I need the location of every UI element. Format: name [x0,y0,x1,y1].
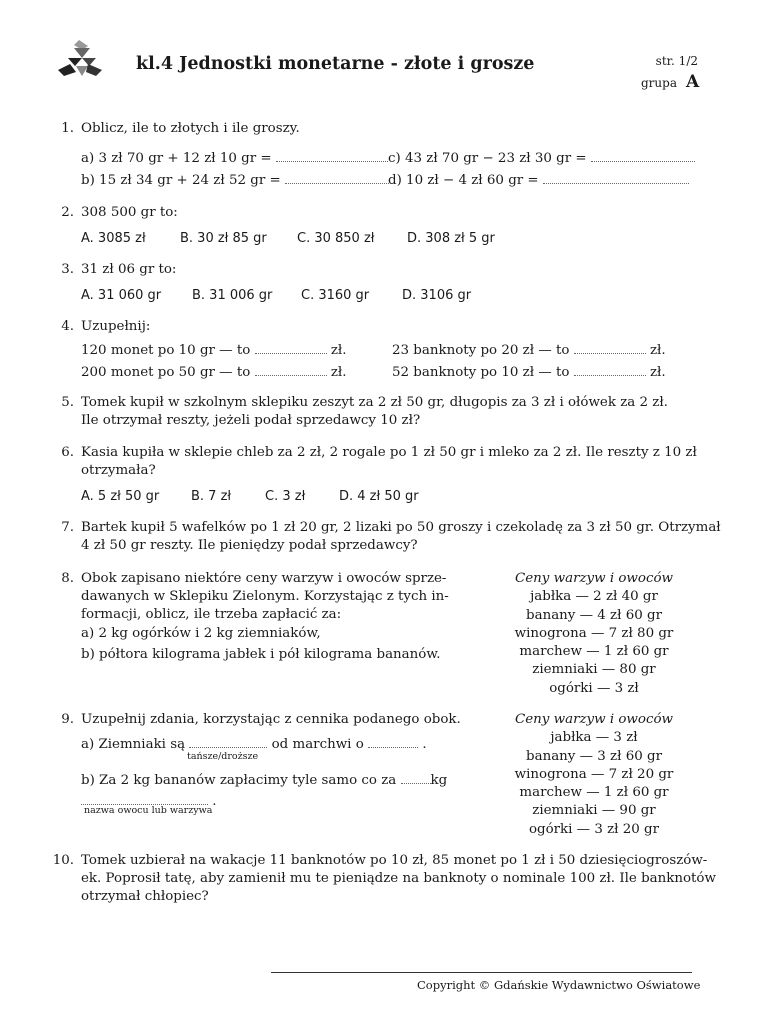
price-item: winogrona — 7 zł 80 gr [514,625,674,641]
option-a[interactable]: A. 31 060 gr [81,288,162,303]
q8-number: 8. [61,571,74,586]
q4-text: Uzupełnij: [81,319,151,334]
answer-blank[interactable] [189,735,267,748]
q1-item-c: c) 43 zł 70 gr − 23 zł 30 gr = [388,149,695,166]
price-item: ziemniaki — 90 gr [532,803,656,819]
answer-blank[interactable] [401,771,431,784]
q9-text: Uzupełnij zdania, korzystając z cennika podanego obok. [81,712,461,727]
group-letter: A [686,72,700,92]
price-list-title: Ceny warzyw i owoców [515,712,673,727]
q2-text: 308 500 gr to: [81,205,178,220]
q2-options [81,231,495,246]
q9-item-b: b) Za 2 kg bananów zapłacimy tyle samo co za kg [81,773,448,788]
option-d[interactable]: D. 4 zł 50 gr [339,489,419,504]
option-c[interactable]: C. 3 zł [265,489,306,504]
price-item: winogrona — 7 zł 20 gr [514,766,674,782]
q1-text: Oblicz, ile to złotych i ile groszy. [81,121,300,136]
footer-divider [271,972,692,973]
option-b[interactable]: B. 31 006 gr [192,288,273,303]
publisher-logo-icon [56,40,106,80]
q4-row-1-left: 120 monet po 10 gr — to zł. [81,343,347,358]
q4-number: 4. [61,319,74,334]
q8-price-list [504,570,684,698]
answer-blank[interactable] [255,363,327,376]
q1-item-b: b) 15 zł 34 gr + 24 zł 52 gr = [81,171,389,188]
q9-hint-b: nazwa owocu lub warzywa [84,805,213,816]
q9-price-list [504,711,684,839]
page-number: str. 1/2 [655,54,698,68]
page-title: kl.4 Jednostki monetarne - złote i grosze [136,54,535,74]
q9-item-a: a) Ziemniaki są od marchwi o . [81,737,427,752]
q6-line-2: otrzymała? [81,463,156,478]
q8-item-b: b) półtora kilograma jabłek i pół kilograma bananów. [81,647,441,662]
q5-line-2: Ile otrzymał reszty, jeżeli podał sprzedawcy 10 zł? [81,413,421,428]
q7-line-2: 4 zł 50 gr reszty. Ile pieniędzy podał sprzedawcy? [81,538,418,553]
q4-row-1-right: 23 banknoty po 20 zł — to zł. [392,343,666,358]
answer-blank[interactable] [276,149,388,162]
q4-row-2-right: 52 banknoty po 10 zł — to zł. [392,365,666,380]
price-item: jabłka — 3 zł [550,730,638,746]
price-item: banany — 4 zł 60 gr [526,607,662,623]
q6-number: 6. [61,445,74,460]
price-list-title: Ceny warzyw i owoców [515,571,673,586]
option-a[interactable]: A. 5 zł 50 gr [81,489,160,504]
q4-row-2-left: 200 monet po 50 gr — to zł. [81,365,347,380]
answer-blank[interactable] [368,735,418,748]
q7-number: 7. [61,520,74,535]
q9-number: 9. [61,712,74,727]
q1-number: 1. [61,121,74,136]
option-c[interactable]: C. 30 850 zł [297,231,375,246]
price-item: ziemniaki — 80 gr [532,662,656,678]
q2-number: 2. [61,205,74,220]
q10-line-3: otrzymał chłopiec? [81,889,209,904]
answer-blank[interactable] [574,363,646,376]
q6-options [81,489,419,504]
answer-blank[interactable] [255,341,327,354]
price-item: marchew — 1 zł 60 gr [519,644,669,660]
option-b[interactable]: B. 7 zł [191,489,232,504]
answer-blank[interactable] [543,171,689,184]
price-item: ogórki — 3 zł [549,680,639,696]
q8-line-2: dawanych w Sklepiku Zielonym. Korzystając z tych in- [81,589,449,604]
option-d[interactable]: D. 3106 gr [402,288,472,303]
copyright: Copyright © Gdańskie Wydawnictwo Oświatowe [417,978,701,992]
q8-line-1: Obok zapisano niektóre ceny warzyw i owoców sprze- [81,571,447,586]
option-a[interactable]: A. 3085 zł [81,231,146,246]
q10-line-1: Tomek uzbierał na wakacje 11 banknotów po 10 zł, 85 monet po 1 zł i 50 dziesięciogroszów- [81,853,708,868]
q5-line-1: Tomek kupił w szkolnym sklepiku zeszyt za 2 zł 50 gr, długopis za 3 zł i ołówek za 2 zł. [81,395,668,410]
group-label: grupa [641,76,677,90]
price-item: jabłka — 2 zł 40 gr [530,589,658,605]
q9-hint-a: tańsze/droższe [187,751,259,762]
answer-blank[interactable] [591,149,695,162]
q3-options [81,288,471,303]
q8-item-a: a) 2 kg ogórków i 2 kg ziemniaków, [81,626,321,641]
q5-number: 5. [61,395,74,410]
answer-blank[interactable] [285,171,389,184]
option-d[interactable]: D. 308 zł 5 gr [407,231,495,246]
answer-blank[interactable] [81,792,208,805]
q1-item-a: a) 3 zł 70 gr + 12 zł 10 gr = [81,149,388,166]
answer-blank[interactable] [574,341,646,354]
q1-item-d: d) 10 zł − 4 zł 60 gr = [388,171,689,188]
q7-line-1: Bartek kupił 5 wafelków po 1 zł 20 gr, 2 lizaki po 50 groszy i czekoladę za 3 zł 50 gr. Otrzymał [81,520,721,535]
q10-number: 10. [52,853,74,868]
price-item: marchew — 1 zł 60 gr [519,785,669,801]
price-item: banany — 3 zł 60 gr [526,748,662,764]
q9-item-b-line-2: . [81,792,217,809]
option-c[interactable]: C. 3160 gr [301,288,370,303]
q3-number: 3. [61,262,74,277]
q8-line-3: formacji, oblicz, ile trzeba zapłacić za: [81,607,342,622]
q3-text: 31 zł 06 gr to: [81,262,177,277]
price-item: ogórki — 3 zł 20 gr [528,821,660,837]
q6-line-1: Kasia kupiła w sklepie chleb za 2 zł, 2 rogale po 1 zł 50 gr i mleko za 2 zł. Ile reszty z 10 zł [81,445,697,460]
q10-line-2: ek. Poprosił tatę, aby zamienił mu te pieniądze na banknoty o nominale 100 zł. Ile banknotów [81,871,716,886]
option-b[interactable]: B. 30 zł 85 gr [180,231,267,246]
